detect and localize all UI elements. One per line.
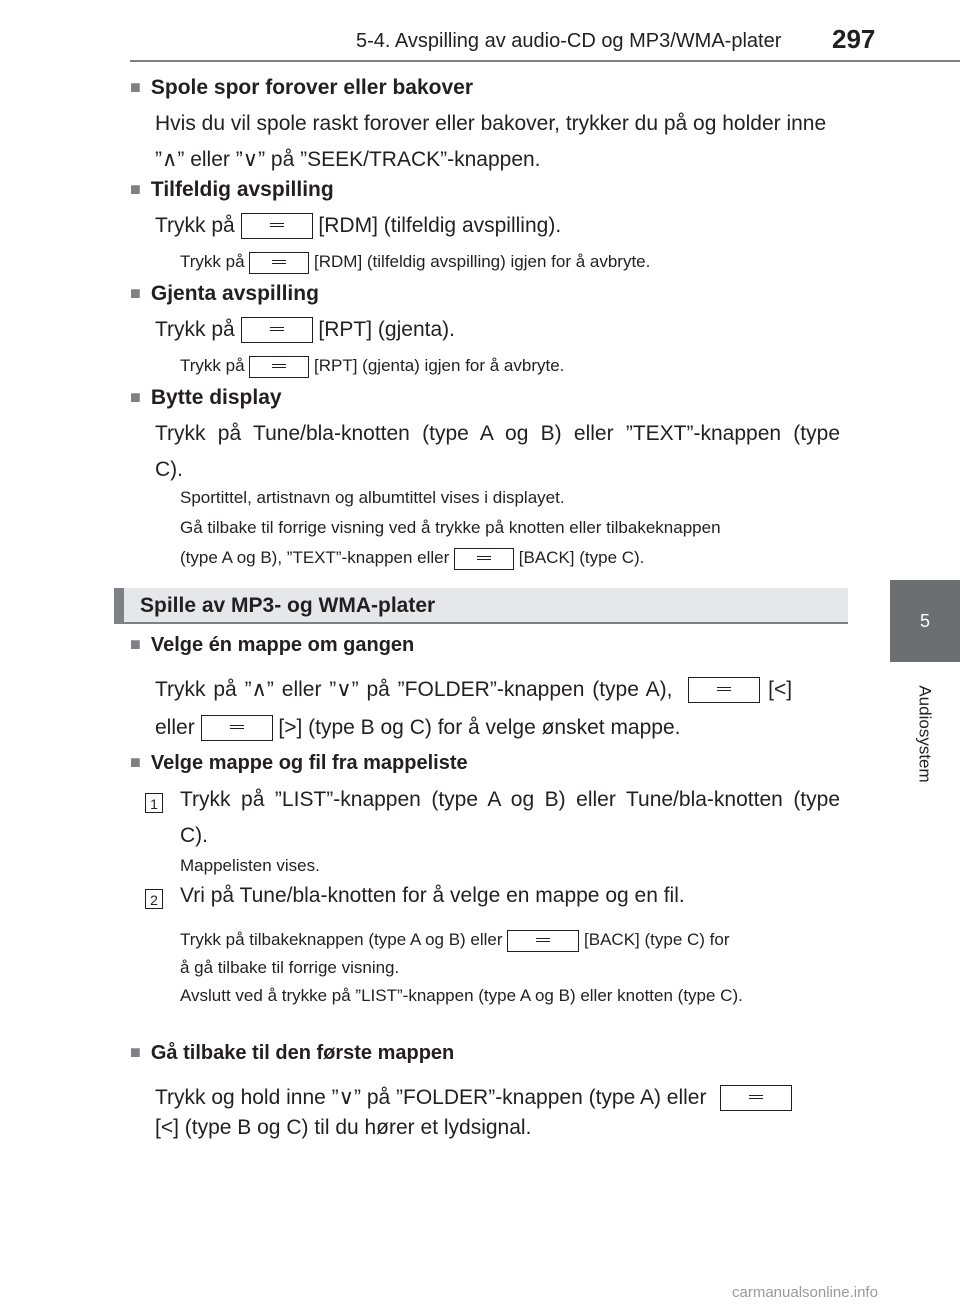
text: Trykk på tilbakeknappen (type A og B) eller xyxy=(180,930,503,949)
note-bytte-3 xyxy=(180,544,644,572)
next-preset-button-icon xyxy=(201,715,273,741)
heading-velge-mappe xyxy=(130,634,414,657)
heading-text: Velge mappe og fil fra mappeliste xyxy=(150,752,468,774)
paragraph-velge-mappe-1 xyxy=(155,672,845,708)
text: [BACK] (type C) for xyxy=(584,930,730,949)
heading-mappeliste xyxy=(130,752,468,775)
section-header-mp3-wma xyxy=(114,588,848,624)
step-2-note-1 xyxy=(180,926,842,954)
bullet-square-icon: ■ xyxy=(130,77,141,97)
heading-tilfeldig xyxy=(130,178,334,202)
bullet-square-icon: ■ xyxy=(130,179,141,199)
heading-text: Tilfeldig avspilling xyxy=(150,178,334,201)
text: [RDM] (tilfeldig avspilling) igjen for å avbryte. xyxy=(314,252,651,271)
heading-text: Velge én mappe om gangen xyxy=(150,634,415,656)
heading-gjenta xyxy=(130,282,319,306)
text: [RDM] (tilfeldig avspilling). xyxy=(318,214,562,237)
chapter-tab-label xyxy=(890,664,960,804)
heading-bytte xyxy=(130,386,282,410)
heading-text: Bytte display xyxy=(150,386,282,409)
paragraph-bytte: Trykk på Tune/bla-knotten (type A og B) eller ”TEXT”-knappen (type C). xyxy=(155,422,840,481)
page-header xyxy=(0,0,960,60)
note-bytte-2: Gå tilbake til forrige visning ved å trykke på knotten eller tilbakeknappen xyxy=(180,518,721,537)
step-2-note-2: Avslutt ved å trykke på ”LIST”-knappen (type A og B) eller knotten (type C). xyxy=(180,986,743,1005)
bullet-square-icon: ■ xyxy=(130,283,141,303)
step-2-badge xyxy=(145,889,163,910)
heading-spole xyxy=(130,76,473,100)
prev-preset-button-icon xyxy=(720,1085,792,1111)
paragraph-tilfeldig xyxy=(155,208,561,244)
prev-preset-button-icon xyxy=(688,677,760,703)
chapter-tab-label-text: Audiosystem xyxy=(916,685,936,783)
heading-tilbake xyxy=(130,1042,454,1065)
step-number: 1 xyxy=(145,793,163,813)
heading-text: Gjenta avspilling xyxy=(150,282,319,305)
rpt-preset-button-icon xyxy=(241,317,313,343)
heading-text: Gå tilbake til den første mappen xyxy=(150,1042,455,1064)
text: Trykk på xyxy=(180,356,245,375)
header-divider xyxy=(130,60,960,62)
text: [>] (type B og C) for å velge ønsket mappe. xyxy=(278,716,681,739)
paragraph-tilbake-2: [<] (type B og C) til du hører et lydsignal. xyxy=(155,1116,532,1139)
text: eller xyxy=(155,716,195,739)
page-number: 297 xyxy=(832,24,876,54)
note-gjenta xyxy=(180,352,564,380)
step-1-note: Mappelisten vises. xyxy=(180,856,320,875)
text: [RPT] (gjenta) igjen for å avbryte. xyxy=(314,356,565,375)
text: Trykk og hold inne ”∨” på ”FOLDER”-knappen (type A) eller xyxy=(155,1086,707,1109)
chapter-tab: 5 xyxy=(890,580,960,662)
text: [<] xyxy=(768,678,793,701)
note-tilfeldig xyxy=(180,248,650,276)
back-preset-button-icon xyxy=(507,930,579,952)
back-preset-button-icon xyxy=(454,548,514,570)
paragraph-gjenta xyxy=(155,312,455,348)
text: Trykk på ”∧” eller ”∨” på ”FOLDER”-knappen (type A), xyxy=(155,678,673,701)
rdm-preset-button-icon xyxy=(249,252,309,274)
step-2-note-1b: å gå tilbake til forrige visning. xyxy=(180,958,400,977)
text: (type A og B), ”TEXT”-knappen eller xyxy=(180,548,450,567)
bullet-square-icon: ■ xyxy=(130,387,141,407)
heading-text: Spole spor forover eller bakover xyxy=(150,76,473,99)
step-1-badge xyxy=(145,793,163,814)
paragraph-velge-mappe-2 xyxy=(155,710,680,746)
rpt-preset-button-icon xyxy=(249,356,309,378)
step-number: 2 xyxy=(145,889,163,909)
text: Trykk på xyxy=(155,318,235,341)
step-1-text: Trykk på ”LIST”-knappen (type A og B) eller Tune/bla-knotten (type C). xyxy=(180,788,840,847)
bullet-square-icon: ■ xyxy=(130,752,141,772)
rdm-preset-button-icon xyxy=(241,213,313,239)
text: [RPT] (gjenta). xyxy=(318,318,455,341)
bullet-square-icon: ■ xyxy=(130,634,141,654)
step-2-text: Vri på Tune/bla-knotten for å velge en mappe og en fil. xyxy=(180,884,685,907)
section-header-text: Spille av MP3- og WMA-plater xyxy=(140,594,436,617)
watermark: carmanualsonline.info xyxy=(732,1284,878,1301)
chapter-title: 5-4. Avspilling av audio-CD og MP3/WMA-plater xyxy=(356,30,782,52)
text: Trykk på xyxy=(180,252,245,271)
bullet-square-icon: ■ xyxy=(130,1042,141,1062)
paragraph-spole: Hvis du vil spole raskt forover eller bakover, trykker du på og holder inne ”∧” eller ”∨” på ”SEEK/TRACK”-knappen. xyxy=(155,112,827,171)
note-bytte-1: Sportittel, artistnavn og albumtittel vises i displayet. xyxy=(180,488,565,507)
text: Trykk på xyxy=(155,214,235,237)
text: [BACK] (type C). xyxy=(518,548,645,567)
